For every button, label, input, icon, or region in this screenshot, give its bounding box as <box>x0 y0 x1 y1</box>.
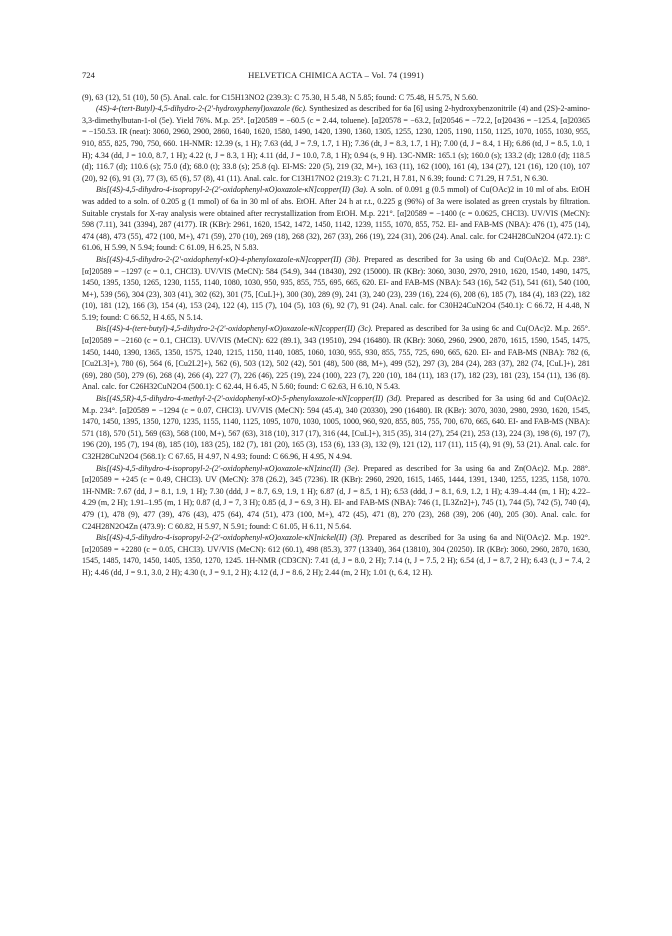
running-head: HELVETICA CHIMICA ACTA – Vol. 74 (1991) <box>248 70 424 80</box>
paragraph-text: Prepared as described for 3a using 6a and Zn(OAc)2. M.p. 288°. [α]20589 = +245 (c = 0.49, CHCl3). UV (MeCN): 378 (26.2), 345 (7236). IR (KBr): 2960, 2920, 1615, 1465, 1444, 1391, 1340, 1255, 1235, 1158, 1070. 1H-NMR: 7.67 (dd, J = 8.1, 1.9, 1 H); 7.30 (ddd, J = 8.7, 6.9, 1.9, 1 H); 6.87 (d, J = 8.5, 1 H); 6.53 (ddd, J = 8.1, 6.9, 1.2, 1 H); 4.39–4.44 (m, 1 H); 4.22–4.29 (m, 2 H); 1.91–1.95 (m, 1 H); 0.87 (d, J = 7, 3 H); 0.85 (d, J = 6.9, 3 H). EI- and FAB-MS (NBA): 746 (1, [L3Zn2]+), 745 (1), 744 (5), 742 (5), 740 (4), 479 (1), 478 (9), 477 (39), 476 (43), 475 (64), 474 (51), 473 (100, M+), 472 (45), 471 (8), 270 (23), 268 (39), 206 (40), 205 (30). Anal. calc. for C24H28N2O4Zn (473.9): C 60.82, H 5.97, N 5.91; found: C 61.05, H 6.11, N 5.64. <box>82 463 590 531</box>
paragraph-continued <box>82 92 590 104</box>
compound-title: Bis[(4S)-4,5-dihydro-4-isopropyl-2-(2'-oxidophenyl-κO)oxazole-κN]zinc(II) (3e). <box>96 463 360 473</box>
page-number: 724 <box>82 70 95 80</box>
compound-title: Bis[(4S,5R)-4,5-dihydro-4-methyl-2-(2'-oxidophenyl-κO)-5-phenyloxazole-κN]copper(II) (3d). <box>96 394 403 404</box>
paragraph-3b <box>82 254 590 324</box>
paragraph-text: Prepared as described for 3a using 6c and Cu(OAc)2. M.p. 265°. [α]20589 = −2160 (c = 0.1, CHCl3). UV/VIS (MeCN): 622 (89.1), 343 (19510), 294 (16480). IR (KBr): 3060, 2960, 2900, 2870, 1615, 1590, 1545, 1475, 1450, 1440, 1390, 1365, 1350, 1575, 1240, 1215, 1150, 1140, 1085, 1060, 1030, 955, 930, 855, 755, 725, 690, 665, 620. EI- and FAB-MS (NBA): 782 (6, [Cu2L3]+), 780 (6), 564 (6, [Cu2L2]+), 562 (6), 503 (12), 502 (42), 501 (48), 500 (88, M+), 499 (52), 297 (3), 284 (24), 283 (37), 282 (74, [CuL]+), 281 (69), 280 (50), 279 (6), 268 (4), 266 (4), 227 (7), 226 (46), 225 (19), 224 (100), 223 (7), 220 (10), 184 (11), 183 (17), 182 (23), 181 (23), 154 (11), 136 (8). Anal. calc. for C26H32CuN2O4 (500.1): C 62.44, H 6.45, N 5.60; found: C 62.63, H 6.10, N 5.43. <box>82 324 590 392</box>
paragraph-text: (9), 63 (12), 51 (10), 50 (5). Anal. calc. for C15H13NO2 (239.3): C 75.30, H 5.48, N 5.85; found: C 75.48, H 5.75, N 5.60. <box>82 92 479 102</box>
compound-title: Bis[(4S)-4,5-dihydro-4-isopropyl-2-(2'-oxidophenyl-κO)oxazole-κN]nickel(II) (3f). <box>96 533 365 543</box>
paragraph-6c <box>82 103 590 184</box>
paragraph-text: Synthesized as described for 6a [6] using 2-hydroxybenzonitrile (4) and (2S)-2-amino-3,3-dimethylbutan-1-ol (5e). Yield 76%. M.p. 25°. [α]20589 = −60.5 (c = 2.44, toluene). [α]20578 = −63.2, [α]20546 = −72.2, [α]20436 = −125.4, [α]20365 = −150.53. IR (neat): 3060, 2960, 2900, 2860, 1640, 1620, 1580, 1490, 1420, 1390, 1360, 1305, 1255, 1230, 1205, 1190, 1150, 1125, 1070, 1055, 1030, 955, 910, 855, 825, 790, 750, 660. 1H-NMR: 12.39 (s, 1 H); 7.63 (dd, J = 7.9, 1.7, 1 H); 7.36 (dt, J = 8.3, 1.7, 1 H); 7.00 (d, J = 8.4, 1 H); 6.86 (td, J = 8.5, 1.0, 1 H); 4.34 (dd, J = 10.0, 8.7, 1 H); 4.22 (t, J = 8.3, 1 H); 4.11 (dd, J = 10.0, 7.8, 1 H); 0.94 (s, 9 H). 13C-NMR: 165.1 (s); 160.0 (s); 133.2 (d); 128.0 (d); 118.5 (d); 116.7 (d); 110.6 (s); 75.0 (d); 68.0 (t); 33.8 (s); 25.8 (q). EI-MS: 220 (5), 219 (32, M+), 163 (11), 162 (100), 161 (4), 134 (27), 121 (16), 120 (10), 107 (20), 92 (6), 91 (3), 77 (3), 65 (6), 57 (8), 41 (11). Anal. calc. for C13H17NO2 (219.3): C 71.21, H 7.81, N 6.39; found: C 71.29, H 7.51, N 6.30. <box>82 104 590 183</box>
compound-title: (4S)-4-(tert-Butyl)-4,5-dihydro-2-(2'-hydroxyphenyl)oxazole (6c). <box>96 104 308 114</box>
paragraph-text: A soln. of 0.091 g (0.5 mmol) of Cu(OAc)2 in 10 ml of abs. EtOH was added to a soln. of 0.205 g (1 mmol) of 6a in 30 ml of abs. EtOH. After 24 h at r.t., 0.225 g (96%) of 3a were isolated as green crystals by filtration. Suitable crystals for X-ray analysis were obtained after recrystallization from EtOH. M.p. 221°. [α]20589 = −1400 (c = 0.0625, CHCl3). UV/VIS (MeCN): 598 (7.11), 341 (3394), 287 (4177). IR (KBr): 2961, 1620, 1542, 1472, 1450, 1142, 1239, 1155, 1070, 855, 752. EI- and FAB-MS (NBA): 476 (1), 475 (14), 474 (48), 473 (55), 472 (100, M+), 471 (59), 270 (10), 269 (18), 268 (32), 267 (33), 266 (19), 224 (31), 206 (24). Anal. calc. for C24H28CuN2O4 (472.1): C 61.06, H 5.99, N 5.94; found: C 61.09, H 6.25, N 5.83. <box>82 185 590 253</box>
paragraph-text: Prepared as described for 3a using 6b and Cu(OAc)2. M.p. 238°. [α]20589 = −1297 (c = 0.1, CHCl3). UV/VIS (MeCN): 584 (54.9), 344 (18430), 292 (15000). IR (KBr): 3060, 3030, 2970, 2910, 1620, 1540, 1490, 1475, 1450, 1395, 1350, 1265, 1230, 1155, 1140, 1080, 1030, 950, 935, 855, 755, 695, 665, 620. EI- and FAB-MS (NBA): 543 (16), 542 (51), 541 (61), 540 (100, M+), 539 (56), 304 (23), 303 (41), 302 (62), 301 (75, [CuL]+), 300 (30), 289 (9), 241 (3), 240 (23), 239 (16), 224 (6), 208 (6), 185 (7), 184 (4), 183 (22), 182 (10), 181 (12), 166 (3), 154 (4), 153 (24), 122 (4), 115 (7), 104 (5), 103 (6), 92 (7), 91 (24). Anal. calc. for C30H24CuN2O4 (540.1): C 66.72, H 4.48, N 5.19; found: C 66.52, H 4.65, N 5.14. <box>82 254 590 322</box>
page-header <box>82 70 590 82</box>
paragraph-3d <box>82 393 590 463</box>
paragraph-3a <box>82 184 590 254</box>
compound-title: Bis[(4S)-4-(tert-butyl)-4,5-dihydro-2-(2'-oxidophenyl-κO)oxazole-κN]copper(II) (3c). <box>96 324 373 334</box>
compound-title: Bis[(4S)-4,5-dihydro-4-isopropyl-2-(2'-oxidophenyl-κO)oxazole-κN]copper(II) (3a). <box>96 185 368 195</box>
paragraph-text: Prepared as described for 3a using 6a and Ni(OAc)2. M.p. 192°. [α]20589 = +2280 (c = 0.05, CHCl3). UV/VIS (MeCN): 612 (60.1), 498 (85.3), 377 (13340), 364 (13810), 304 (20250). IR (KBr): 3060, 2960, 2870, 1630, 1545, 1485, 1470, 1450, 1405, 1350, 1270, 1245. 1H-NMR (CD3CN): 7.41 (d, J = 8.0, 2 H); 7.14 (t, J = 7.5, 2 H); 6.54 (d, J = 8.7, 2 H); 6.43 (t, J = 7.4, 2 H); 4.46 (dd, J = 9.1, 3.0, 2 H); 4.30 (t, J = 9.1, 2 H); 4.12 (d, J = 8.6, 2 H); 2.44 (m, 2 H); 1.01 (t, 6.4, 12 H). <box>82 533 591 577</box>
compound-title: Bis[(4S)-4,5-dihydro-2-(2'-oxidophenyl-κO)-4-phenyloxazole-κN]copper(II) (3b). <box>96 254 361 264</box>
paragraph-3e <box>82 463 590 533</box>
paragraph-3c <box>82 323 590 393</box>
paragraph-text: Prepared as described for 3a using 6d and Cu(OAc)2. M.p. 234°. [α]20589 = −1294 (c = 0.07, CHCl3). UV/VIS (MeCN): 594 (45.4), 340 (20330), 290 (16480). IR (KBr): 3070, 3030, 2980, 2930, 1620, 1545, 1470, 1450, 1395, 1350, 1270, 1235, 1155, 1140, 1125, 1095, 1070, 1030, 1005, 1000, 960, 920, 855, 805, 755, 700, 670, 665, 640. EI- and FAB-MS (NBA): 571 (18), 570 (51), 569 (63), 568 (100, M+), 567 (63), 318 (10), 317 (17), 316 (44, [CuL]+), 315 (35), 314 (27), 254 (21), 253 (13), 224 (3), 198 (6), 197 (7), 196 (20), 195 (7), 194 (8), 185 (10), 183 (25), 182 (7), 181 (20), 165 (3), 153 (6), 133 (3), 132 (9), 121 (12), 117 (11), 115 (4), 91 (9), 53 (21). Anal. calc. for C32H28CuN2O4 (568.1): C 67.65, H 4.97, N 4.93; found: C 66.96, H 4.95, N 4.94. <box>82 394 590 461</box>
paragraph-3f <box>82 532 590 578</box>
